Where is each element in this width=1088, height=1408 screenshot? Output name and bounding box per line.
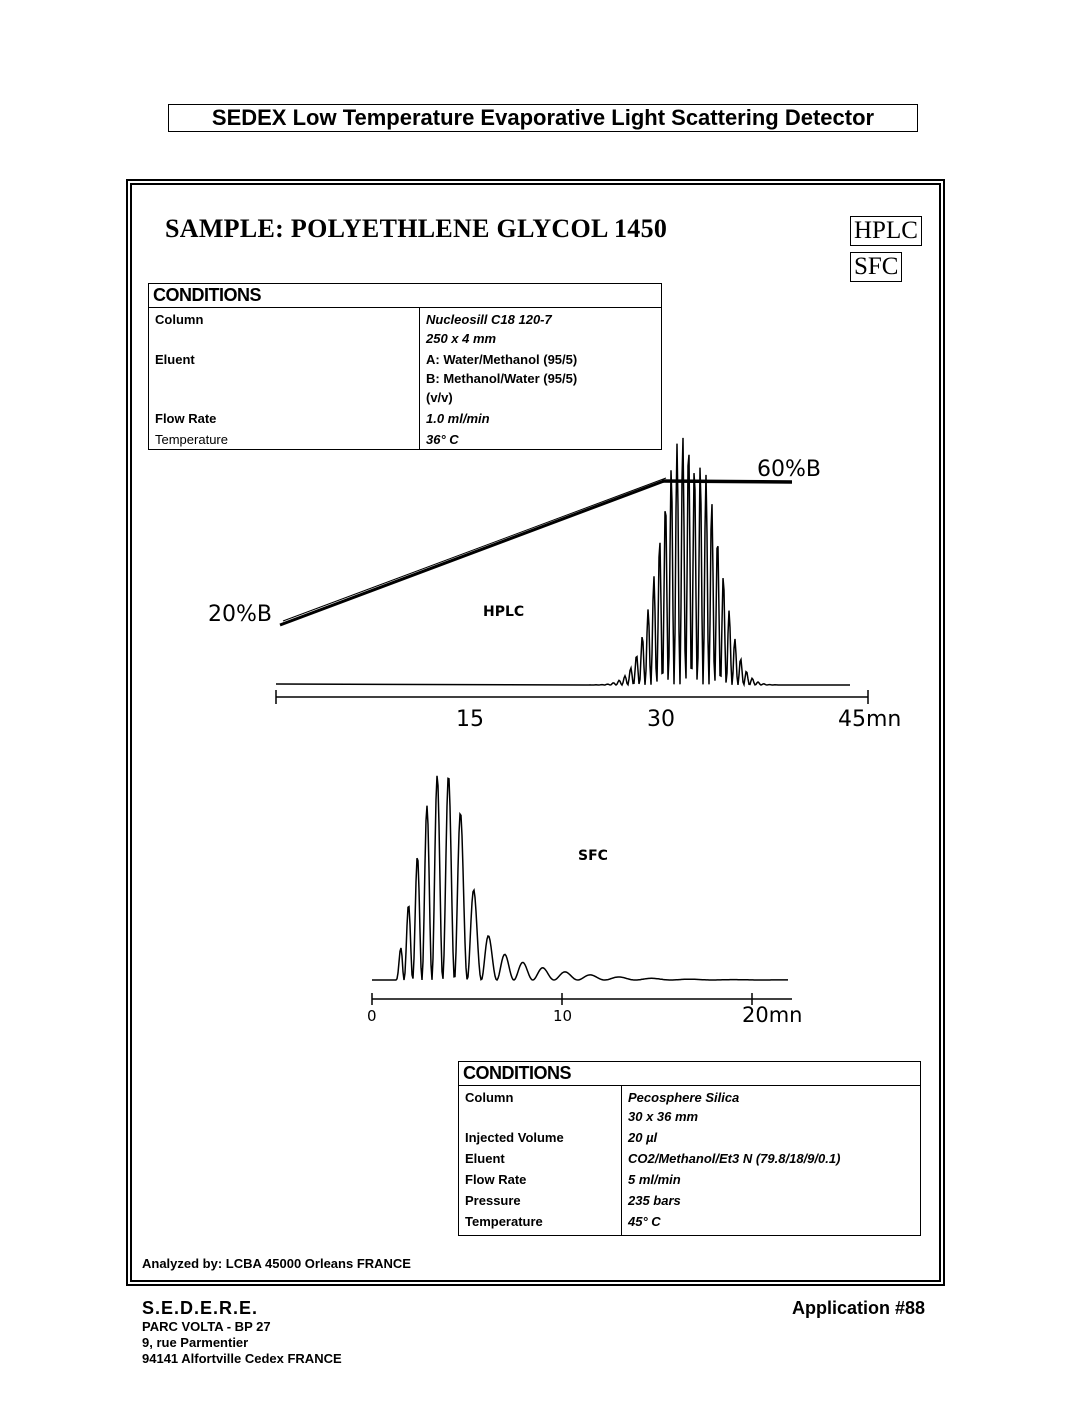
hplc-tick-label: 45mn <box>838 707 902 732</box>
gradient-start-label: 20%B <box>208 602 272 627</box>
sfc-tick-label: 10 <box>553 1007 573 1025</box>
condition-label: Eluent <box>465 1151 505 1166</box>
address-line: PARC VOLTA - BP 27 <box>142 1319 271 1334</box>
hplc-baseline <box>276 684 585 685</box>
condition-label: Injected Volume <box>465 1130 564 1145</box>
company-address-block <box>142 1298 342 1367</box>
condition-value-line: A: Water/Methanol (95/5) <box>426 352 578 367</box>
analyzed-by: Analyzed by: LCBA 45000 Orleans FRANCE <box>142 1256 411 1271</box>
gradient-line <box>280 478 792 625</box>
condition-value: 1.0 ml/min <box>420 407 662 428</box>
sfc-tick-label: 20mn <box>742 1003 803 1027</box>
condition-value: 235 bars <box>622 1189 921 1210</box>
condition-value: CO2/Methanol/Et3 N (79.8/18/9/0.1) <box>622 1147 921 1168</box>
condition-label: Temperature <box>155 432 228 447</box>
hplc-tick-label: 30 <box>647 707 675 732</box>
mode-badge-hplc: HPLC <box>850 216 922 246</box>
hplc-trace-label: HPLC <box>483 604 525 620</box>
condition-value: 20 µl <box>622 1126 921 1147</box>
condition-value-line: B: Methanol/Water (95/5) <box>426 371 578 386</box>
sample-title: SAMPLE: POLYETHLENE GLYCOL 1450 <box>165 214 668 243</box>
condition-value-line: Pecosphere Silica <box>628 1090 740 1105</box>
condition-label: Eluent <box>155 352 195 367</box>
sfc-conditions-table <box>458 1061 921 1236</box>
condition-value <box>622 1086 921 1127</box>
hplc-tick-label: 15 <box>456 707 484 732</box>
condition-value: 45° C <box>622 1210 921 1236</box>
condition-value: 36° C <box>420 428 662 450</box>
address-line: 94141 Alfortville Cedex FRANCE <box>142 1351 342 1366</box>
condition-value-line: 250 x 4 mm <box>426 331 497 346</box>
conditions-heading: CONDITIONS <box>459 1062 921 1086</box>
condition-label: Column <box>155 312 204 327</box>
condition-label: Flow Rate <box>465 1172 527 1187</box>
address-line: 9, rue Parmentier <box>142 1335 249 1350</box>
company-name: S.E.D.E.R.E. <box>142 1298 259 1318</box>
gradient-end-label: 60%B <box>757 457 821 482</box>
condition-value: 5 ml/min <box>622 1168 921 1189</box>
condition-value-line: Nucleosill C18 120-7 <box>426 312 552 327</box>
application-number: Application #88 <box>792 1298 926 1318</box>
document-header: SEDEX Low Temperature Evaporative Light Scattering Detector <box>168 104 918 132</box>
sfc-tick-label: 0 <box>367 1007 377 1025</box>
sfc-trace <box>372 776 788 980</box>
conditions-heading: CONDITIONS <box>149 284 662 308</box>
condition-value-line: 30 x 36 mm <box>628 1109 699 1124</box>
condition-label: Temperature <box>465 1214 543 1229</box>
condition-label: Flow Rate <box>155 411 217 426</box>
condition-label: Column <box>465 1090 514 1105</box>
condition-label: Pressure <box>465 1193 521 1208</box>
condition-value-line: (v/v) <box>426 390 453 405</box>
mode-badge-sfc: SFC <box>850 252 902 282</box>
sfc-trace-label: SFC <box>578 848 608 864</box>
